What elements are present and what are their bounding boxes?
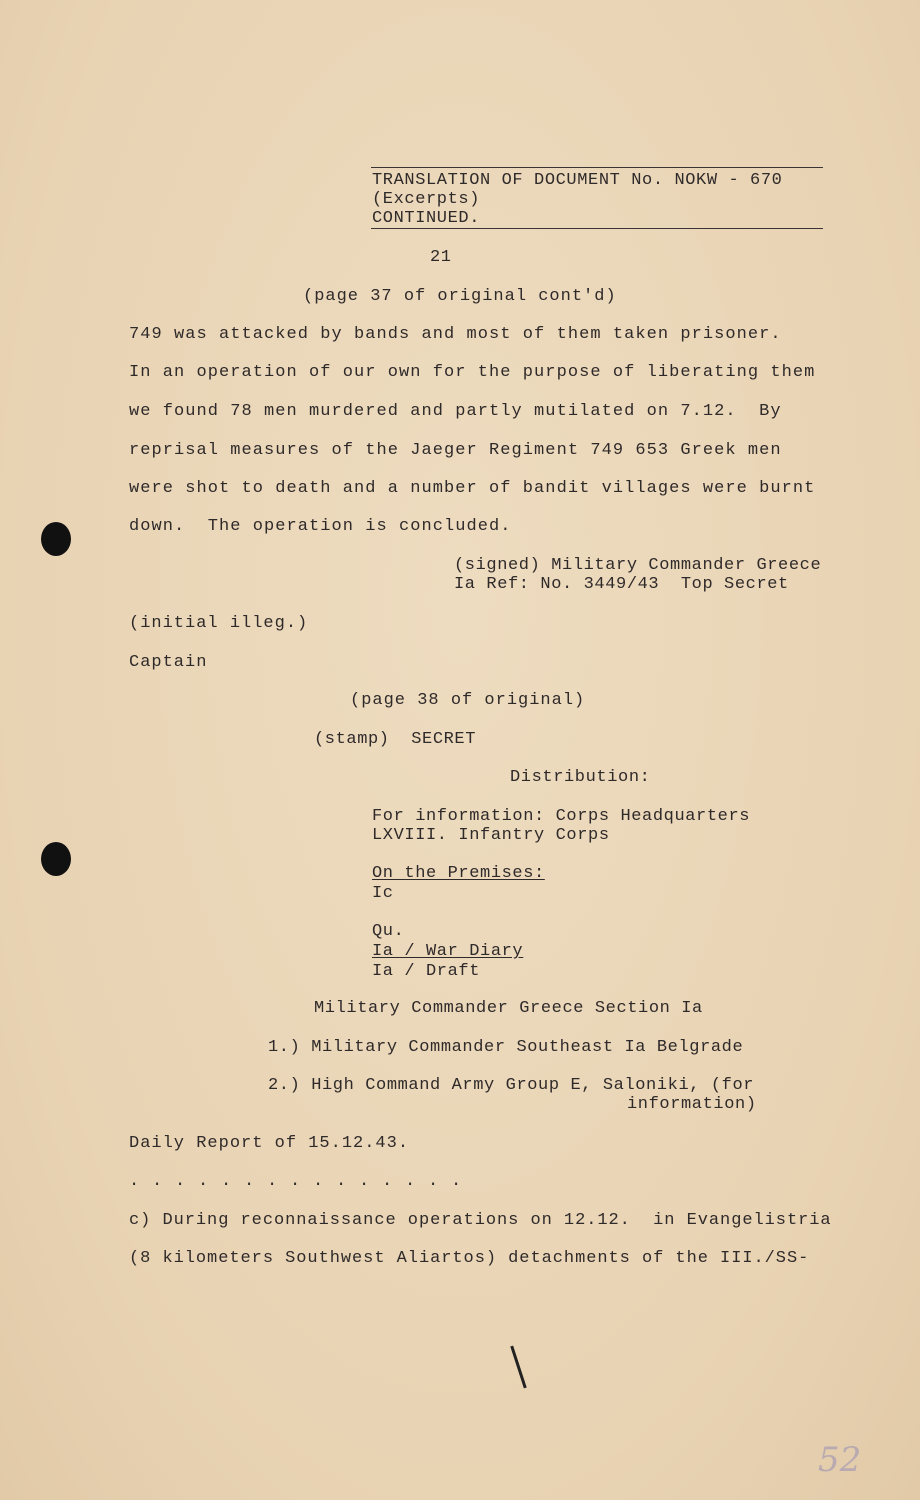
initial-illegible: (initial illeg.) bbox=[129, 614, 309, 633]
header-title: TRANSLATION OF DOCUMENT No. NOKW - 670 bbox=[372, 171, 783, 190]
recipient-line: 1.) Military Commander Southeast Ia Belgrade bbox=[268, 1038, 744, 1057]
infantry-corps-line: LXVIII. Infantry Corps bbox=[372, 826, 610, 845]
paragraph-line: c) During reconnaissance operations on 12.12. in Evangelistria bbox=[129, 1211, 832, 1230]
premises-ic: Ic bbox=[372, 884, 394, 903]
paragraph-line: reprisal measures of the Jaeger Regiment 749 653 Greek men bbox=[129, 441, 782, 460]
premises-war-diary: Ia / War Diary bbox=[372, 942, 524, 961]
section-line: Military Commander Greece Section Ia bbox=[314, 999, 703, 1018]
header-excerpts: (Excerpts) bbox=[372, 190, 481, 209]
distribution-label: Distribution: bbox=[510, 768, 651, 787]
paragraph-line: 749 was attacked by bands and most of them taken prisoner. bbox=[129, 325, 782, 344]
punch-hole bbox=[41, 522, 71, 556]
paragraph-line: (8 kilometers Southwest Aliartos) detachments of the III./SS- bbox=[129, 1249, 810, 1268]
recipient-continuation: information) bbox=[627, 1095, 757, 1114]
header-bottom-rule bbox=[371, 228, 823, 229]
paragraph-line: we found 78 men murdered and partly mutilated on 7.12. By bbox=[129, 402, 782, 421]
premises-draft: Ia / Draft bbox=[372, 962, 481, 981]
pencil-mark bbox=[510, 1346, 526, 1389]
handwritten-page-number: 52 bbox=[818, 1440, 862, 1480]
punch-hole bbox=[41, 842, 71, 876]
header-top-rule bbox=[371, 167, 823, 168]
header-continued: CONTINUED. bbox=[372, 209, 481, 228]
for-information-line: For information: Corps Headquarters bbox=[372, 807, 751, 826]
page-number: 21 bbox=[430, 248, 452, 267]
page-ref-38: (page 38 of original) bbox=[350, 691, 586, 710]
stamp-secret: (stamp) SECRET bbox=[314, 730, 477, 749]
page-ref-37: (page 37 of original cont'd) bbox=[303, 287, 617, 306]
daily-report-heading: Daily Report of 15.12.43. bbox=[129, 1134, 410, 1153]
signature-reference: Ia Ref: No. 3449/43 Top Secret bbox=[454, 575, 789, 594]
signature-line: (signed) Military Commander Greece bbox=[454, 556, 822, 575]
paragraph-line: down. The operation is concluded. bbox=[129, 517, 512, 536]
paragraph-line: were shot to death and a number of bandit villages were burnt bbox=[129, 479, 816, 498]
paragraph-line: In an operation of our own for the purpose of liberating them bbox=[129, 363, 816, 382]
premises-qu: Qu. bbox=[372, 922, 405, 941]
recipient-line: 2.) High Command Army Group E, Saloniki, (for bbox=[268, 1076, 755, 1095]
ellipsis-row: . . . . . . . . . . . . . . . bbox=[129, 1172, 463, 1191]
premises-label: On the Premises: bbox=[372, 864, 545, 883]
captain-title: Captain bbox=[129, 653, 208, 672]
